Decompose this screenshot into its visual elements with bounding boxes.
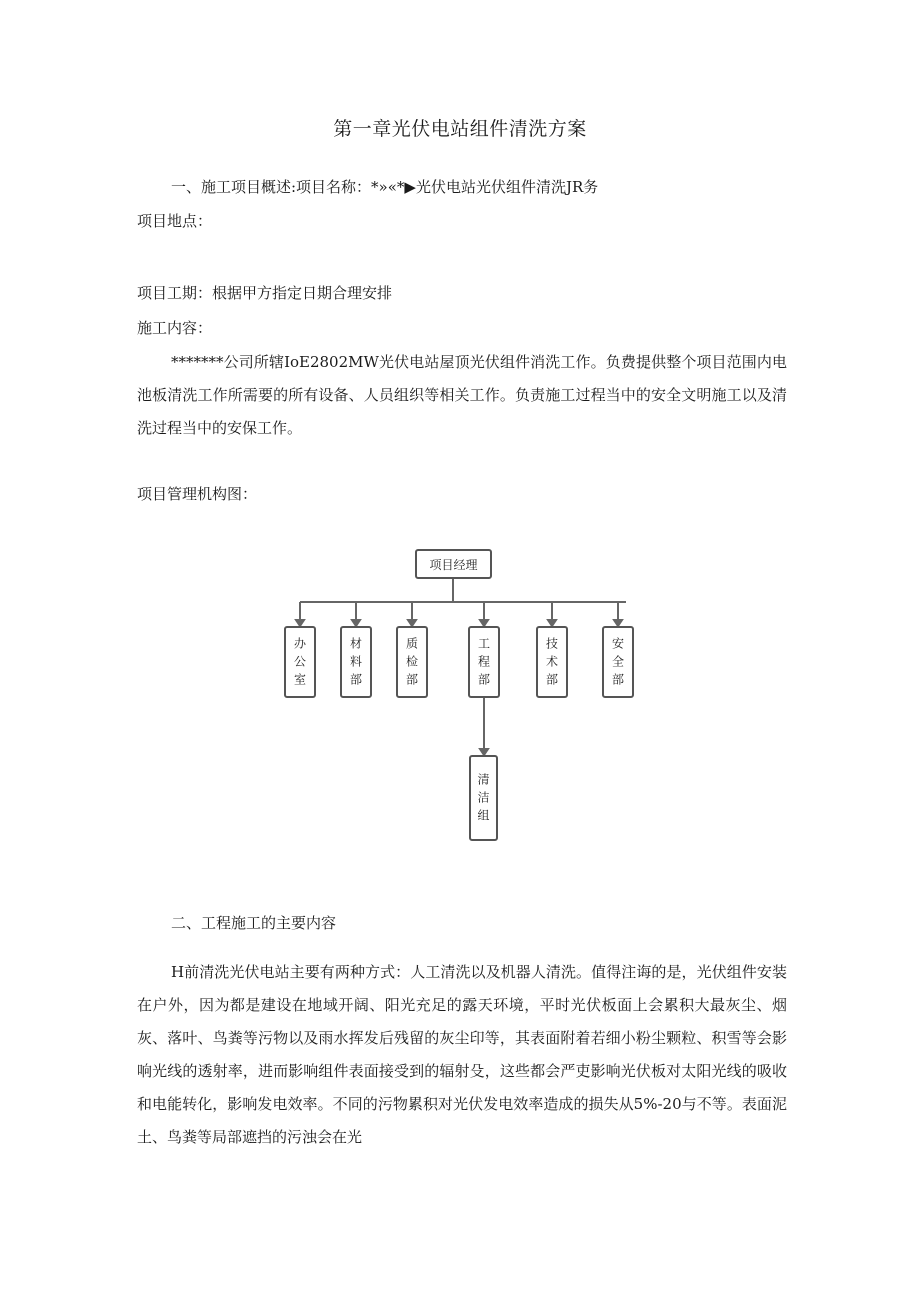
- section2-text: H前清洗光伏电站主要有两种方式：人工清洗以及机器人清洗。值得注诲的是，光伏组件安装在户外，因为都是建设在地域开阔、阳光充足的露天环境，平时光伏板面上会累积大最灰尘、烟灰、落叶、鸟粪等污物以及雨水挥发后残留的灰尘印等，其表面附着若细小粉尘颗粒、积雪等会影响光线的透射率，进而影响组件表面接受到的辐射殳，这些都会严吏影响光伏板对太阳光线的吸收和电能转化，影响发电效率。不同的污物累积对光伏发电效率造成的损失从5%-20与不等。表面泥土、鸟粪等局部遮挡的污浊会在光: [137, 963, 787, 1146]
- org-box-project-manager: 项目经理: [415, 549, 492, 579]
- org-box-safety: 安全部: [602, 626, 634, 698]
- org-box-materials: 材料部: [340, 626, 372, 698]
- project-period: 项目工期：根据甲方指定日期合理安排: [137, 284, 393, 302]
- org-box-cleaning-team: 清洁组: [469, 755, 498, 841]
- org-box-quality: 质检部: [396, 626, 428, 698]
- section2-heading: 二、工程施工的主要内容: [171, 914, 337, 932]
- project-overview: 一、施工项目概述:项目名称：*»«*▶光伏电站光伏组件清洗JR务: [171, 178, 599, 196]
- org-box-engineering: 工程部: [468, 626, 500, 698]
- org-box-technology: 技术部: [536, 626, 568, 698]
- construction-content-text: *******公司所辖IoE2802MW光伏电站屋顶光伏组件消洗工作。负费提供整个项目范围内电池板清洗工作所需要的所有设备、人员组织等相关工作。负责施工过程当中的安全文明施工以及清洗过程当中的安保工作。: [137, 353, 787, 437]
- org-chart: [270, 540, 640, 850]
- org-box-office: 办公室: [284, 626, 316, 698]
- org-chart-label: 项目管理机构图：: [137, 485, 258, 503]
- org-chart-connectors: [270, 540, 640, 850]
- construction-content-label: 施工内容：: [137, 319, 213, 337]
- page-title: 第一章光伏电站组件清洗方案: [333, 118, 587, 140]
- project-location: 项目地点：: [137, 212, 213, 230]
